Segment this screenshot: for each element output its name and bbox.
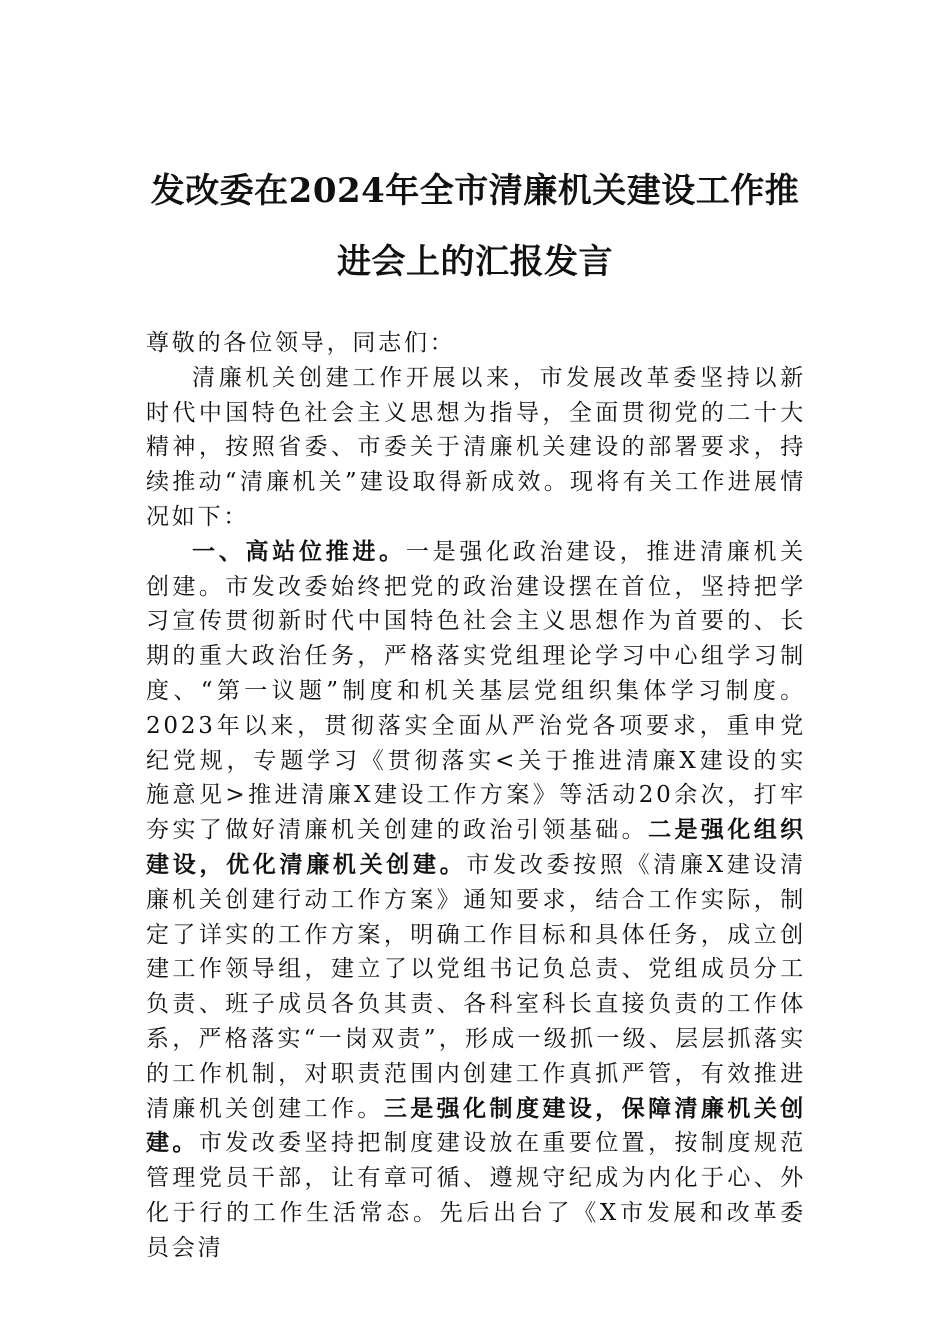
- section-1-part-1-text: 一是强化政治建设，推进清廉机关创建。市发改委始终把党的政治建设摆在首位，坚持把学习宣传贯彻新时代中国特色社会主义思想作为首要的、长期的重大政治任务，严格落实党组理论学习中心组学习制度、“第一议题”制度和机关基层党组织集体学习制度。2023年以来，贯彻落实全面从严治党各项要求，重申党纪党规，专题学习《贯彻落实<关于推进清廉X建设的实施意见>推进清廉X建设工作方案》等活动20余次，打牢夯实了做好清廉机关创建的政治引领基础。: [146, 538, 806, 844]
- document-body: [146, 326, 806, 1266]
- section-1-part-3-heading: 三是强化制度建设，保障清廉机关创建。: [146, 1094, 806, 1157]
- section-1-part-3-text: 市发改委坚持把制度建设放在重要位置，按制度规范管理党员干部，让有章可循、遵规守纪成为内化于心、外化于行的工作生活常态。先后出台了《X市发展和改革委员会清: [146, 1130, 806, 1261]
- section-1-part-2-heading: 二是强化组织建设，优化清廉机关创建。: [146, 816, 806, 878]
- intro-paragraph: 清廉机关创建工作开展以来，市发展改革委坚持以新时代中国特色社会主义思想为指导，全面贯彻党的二十大精神，按照省委、市委关于清廉机关建设的部署要求，持续推动“清廉机关”建设取得新成效。现将有关工作进展情况如下：: [146, 364, 806, 530]
- section-1-paragraph: [146, 535, 806, 1266]
- document-title: 发改委在2024年全市清廉机关建设工作推进会上的汇报发言: [150, 171, 800, 282]
- section-1-part-2-text: 市发改委按照《清廉X建设清廉机关创建行动工作方案》通知要求，结合工作实际，制定了详实的工作方案，明确工作目标和具体任务，成立创建工作领导组，建立了以党组书记负总责、党组成员分工负责、班子成员各负其责、各科室科长直接负责的工作体系，严格落实“一岗双责”，形成一级抓一级、层层抓落实的工作机制，对职责范围内创建工作真抓严管，有效推进清廉机关创建工作。: [146, 851, 806, 1122]
- section-1-heading: 一、高站位推进。: [192, 537, 406, 565]
- salutation: 尊敬的各位领导，同志们：: [146, 330, 456, 356]
